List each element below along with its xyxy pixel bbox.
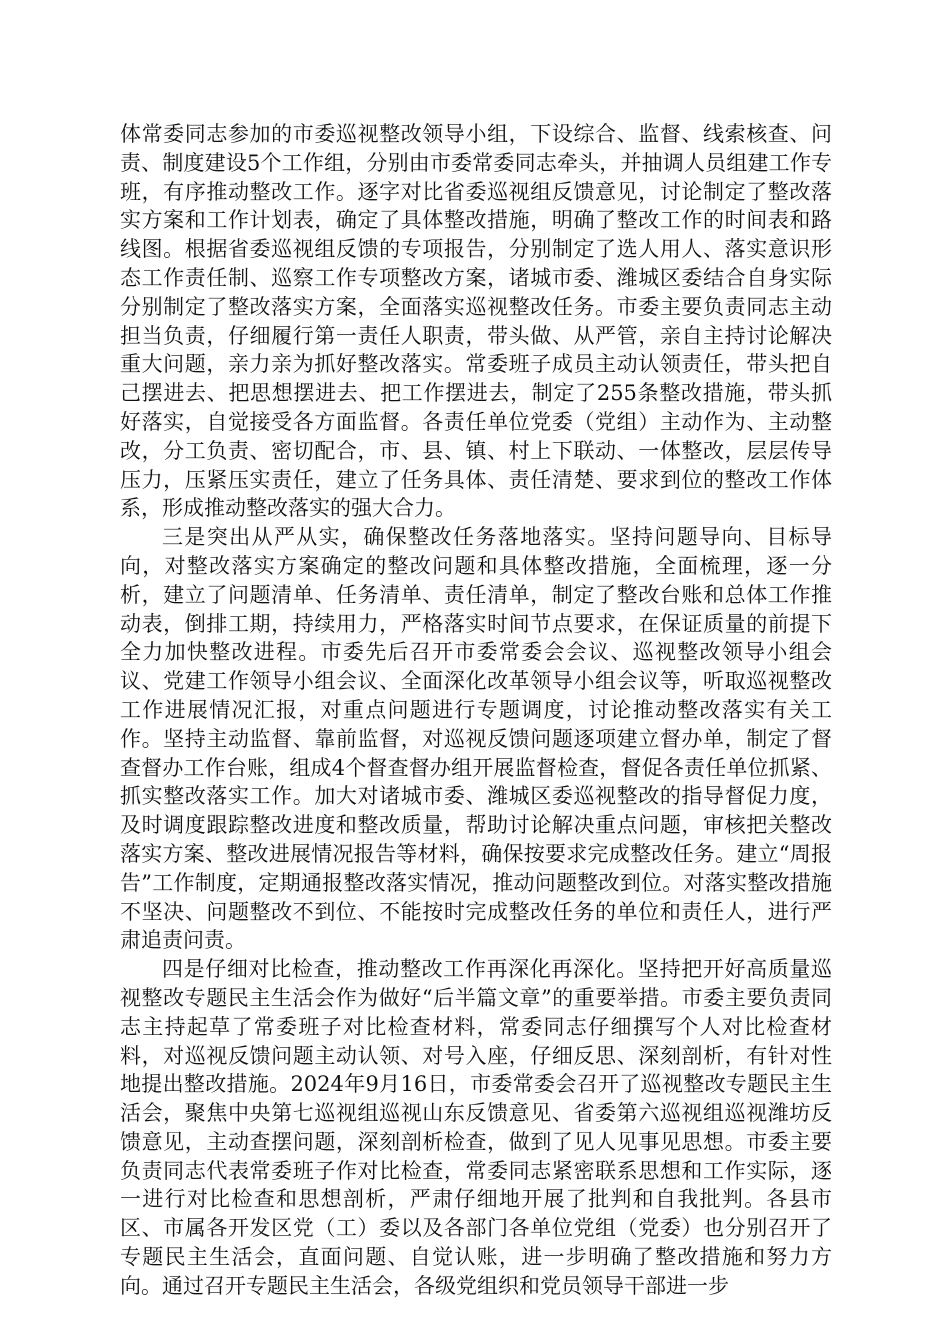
- paragraph-3: 四是仔细对比检查，推动整改工作再深化再深化。坚持把开好高质量巡视整改专题民主生活会作为做好“后半篇文章”的重要举措。市委主要负责同志主持起草了常委班子对比检查材料，常委同志仔细撰写个人对比检查材料，对巡视反馈问题主动认领、对号入座，仔细反思、深刻剖析，有针对性地提出整改措施。2024年9月16日，市委常委会召开了巡视整改专题民主生活会，聚焦中央第七巡视组巡视山东反馈意见、省委第六巡视组巡视潍坊反馈意见，主动查摆问题，深刻剖析检查，做到了见人见事见思想。市委主要负责同志代表常委班子作对比检查，常委同志紧密联系思想和工作实际，逐一进行对比检查和思想剖析，严肃仔细地开展了批判和自我批判。各县市区、市属各开发区党（工）委以及各部门各单位党组（党委）也分别召开了专题民主生活会，直面问题、自觉认账，进一步明确了整改措施和努力方向。通过召开专题民主生活会，各级党组织和党员领导干部进一步: [120, 957, 832, 1298]
- paragraph-1: 体常委同志参加的市委巡视整改领导小组，下设综合、监督、线索核查、问责、制度建设5个工作组，分别由市委常委同志牵头，并抽调人员组建工作专班，有序推动整改工作。逐字对比省委巡视组反馈意见，讨论制定了整改落实方案和工作计划表，确定了具体整改措施，明确了整改工作的时间表和路线图。根据省委巡视组反馈的专项报告，分别制定了选人用人、落实意识形态工作责任制、巡察工作专项整改方案，诸城市委、潍城区委结合自身实际分别制定了整改落实方案，全面落实巡视整改任务。市委主要负责同志主动担当负责，仔细履行第一责任人职责，带头做、从严管，亲自主持讨论解决重大问题，亲力亲为抓好整改落实。常委班子成员主动认领责任，带头把自己摆进去、把思想摆进去、把工作摆进去，制定了255条整改措施，带头抓好落实，自觉接受各方面监督。各责任单位党委（党组）主动作为、主动整改，分工负责、密切配合，市、县、镇、村上下联动、一体整改，层层传导压力，压紧压实责任，建立了任务具体、责任清楚、要求到位的整改工作体系，形成推动整改落实的强大合力。: [120, 122, 832, 521]
- paragraph-2: 三是突出从严从实，确保整改任务落地落实。坚持问题导向、目标导向，对整改落实方案确定的整改问题和具体整改措施，全面梳理，逐一分析，建立了问题清单、任务清单、责任清单，制定了整改台账和总体工作推动表，倒排工期，持续用力，严格落实时间节点要求，在保证质量的前提下全力加快整改进程。市委先后召开市委常委会会议、巡视整改领导小组会议、党建工作领导小组会议、全面深化改革领导小组会议等，听取巡视整改工作进展情况汇报，对重点问题进行专题调度，讨论推动整改落实有关工作。坚持主动监督、靠前监督，对巡视反馈问题逐项建立督办单，制定了督查督办工作台账，组成4个督查督办组开展监督检查，督促各责任单位抓紧、抓实整改落实工作。加大对诸城市委、潍城区委巡视整改的指导督促力度，及时调度跟踪整改进度和整改质量，帮助讨论解决重点问题，审核把关整改落实方案、整改进展情况报告等材料，确保按要求完成整改任务。建立“周报告”工作制度，定期通报整改落实情况，推动问题整改到位。对落实整改措施不坚决、问题整改不到位、不能按时完成整改任务的单位和责任人，进行严肃追责问责。: [120, 525, 832, 953]
- document-page: [120, 120, 832, 1301]
